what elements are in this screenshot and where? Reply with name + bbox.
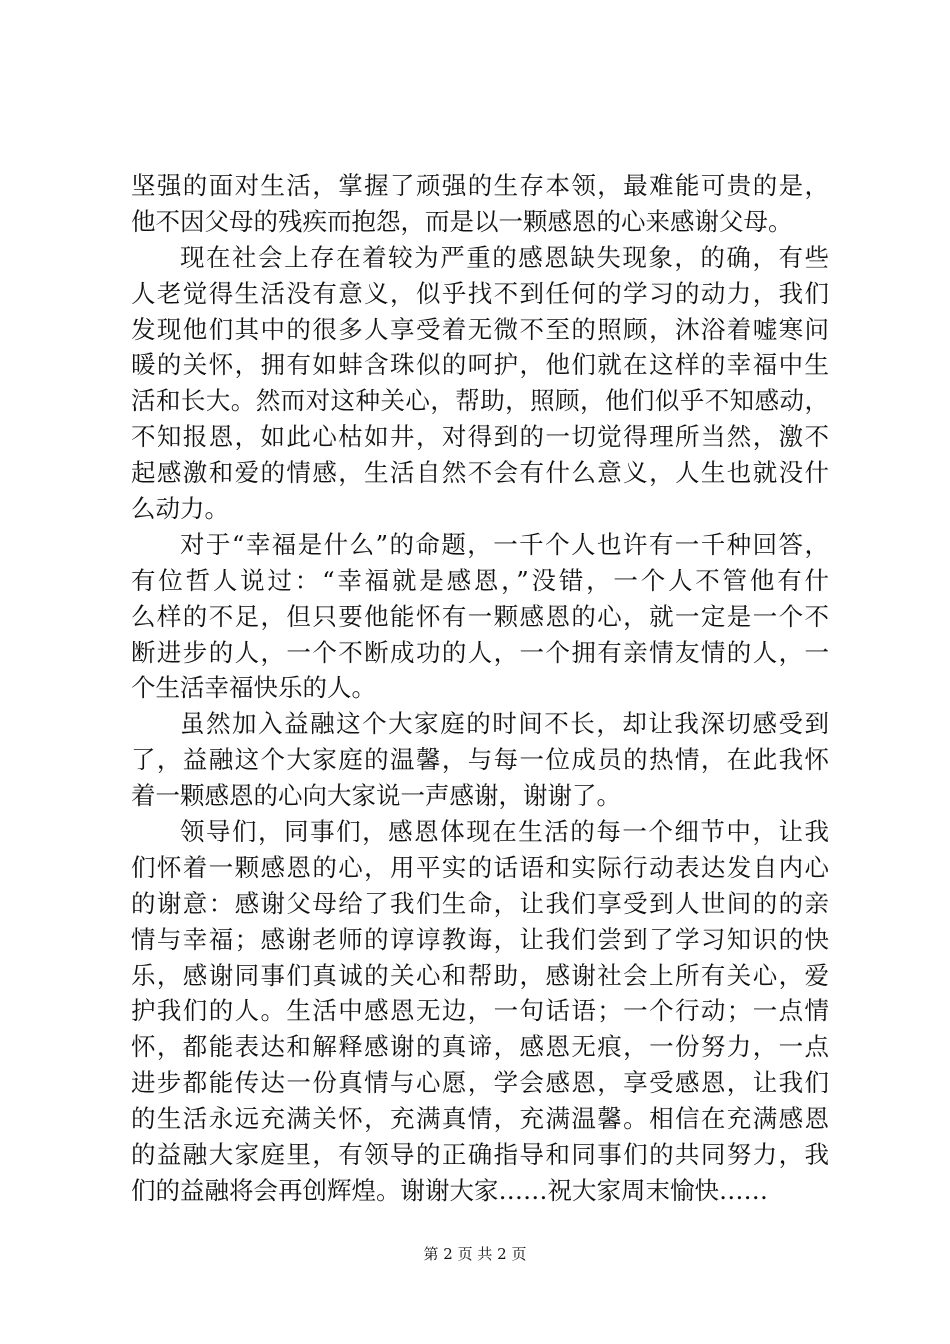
- text-line: 领导们，同事们，感恩体现在生活的每一个细节中，让我: [180, 817, 829, 847]
- text-line: 乐，感谢同事们真诚的关心和帮助，感谢社会上所有关心，爱: [131, 960, 829, 990]
- text-line: 怀，都能表达和解释感谢的真谛，感恩无痕，一份努力，一点: [131, 1032, 829, 1062]
- text-line: 着一颗感恩的心向大家说一声感谢，谢谢了。: [131, 781, 621, 811]
- text-line: 有位哲人说过：“幸福就是感恩，”没错，一个人不管他有什: [131, 565, 829, 595]
- text-line: 对于“幸福是什么”的命题，一千个人也许有一千种回答，: [180, 529, 829, 559]
- text-line: 起感激和爱的情感，生活自然不会有什么意义，人生也就没什: [131, 458, 829, 488]
- text-line: 他不因父母的残疾而抱怨，而是以一颗感恩的心来感谢父母。: [131, 206, 793, 236]
- document-body: [131, 168, 829, 1209]
- text-line: 虽然加入益融这个大家庭的时间不长，却让我深切感受到: [180, 709, 829, 739]
- text-line: 活和长大。然而对这种关心，帮助，照顾，他们似乎不知感动，: [131, 386, 829, 416]
- text-line: 的谢意：感谢父母给了我们生命，让我们享受到人世间的的亲: [131, 888, 829, 918]
- text-line: 坚强的面对生活，掌握了顽强的生存本领，最难能可贵的是，: [131, 171, 829, 200]
- text-line: 么样的不足，但只要他能怀有一颗感恩的心，就一定是一个不: [131, 601, 829, 631]
- text-line: 的生活永远充满关怀，充满真情，充满温馨。相信在充满感恩: [131, 1104, 829, 1134]
- text-line: 不知报恩，如此心枯如井，对得到的一切觉得理所当然，激不: [131, 422, 829, 452]
- text-line: 个生活幸福快乐的人。: [131, 673, 376, 703]
- text-line: 人老觉得生活没有意义，似乎找不到任何的学习的动力，我们: [131, 278, 829, 308]
- text-line: 情与幸福；感谢老师的谆谆教诲，让我们尝到了学习知识的快: [131, 924, 829, 954]
- text-line: 进步都能传达一份真情与心愿，学会感恩，享受感恩，让我们: [131, 1068, 829, 1098]
- text-line: 护我们的人。生活中感恩无边，一句话语；一个行动；一点情: [131, 996, 829, 1026]
- page-footer: 第 2 页 共 2 页: [423, 1245, 527, 1263]
- text-line: 断进步的人，一个不断成功的人，一个拥有亲情友情的人，一: [131, 637, 829, 667]
- text-line: 么动力。: [131, 494, 229, 524]
- text-line: 了，益融这个大家庭的温馨，与每一位成员的热情，在此我怀: [131, 745, 829, 775]
- text-line: 们怀着一颗感恩的心，用平实的话语和实际行动表达发自内心: [131, 852, 829, 882]
- text-line: 的益融大家庭里，有领导的正确指导和同事们的共同努力，我: [131, 1140, 829, 1170]
- text-line: 发现他们其中的很多人享受着无微不至的照顾，沐浴着嘘寒问: [131, 314, 829, 344]
- text-line: 现在社会上存在着较为严重的感恩缺失现象，的确，有些: [180, 242, 829, 272]
- text-line: 暖的关怀，拥有如蚌含珠似的呵护，他们就在这样的幸福中生: [131, 350, 829, 380]
- text-line: 们的益融将会再创辉煌。谢谢大家……祝大家周末愉快……: [131, 1175, 768, 1205]
